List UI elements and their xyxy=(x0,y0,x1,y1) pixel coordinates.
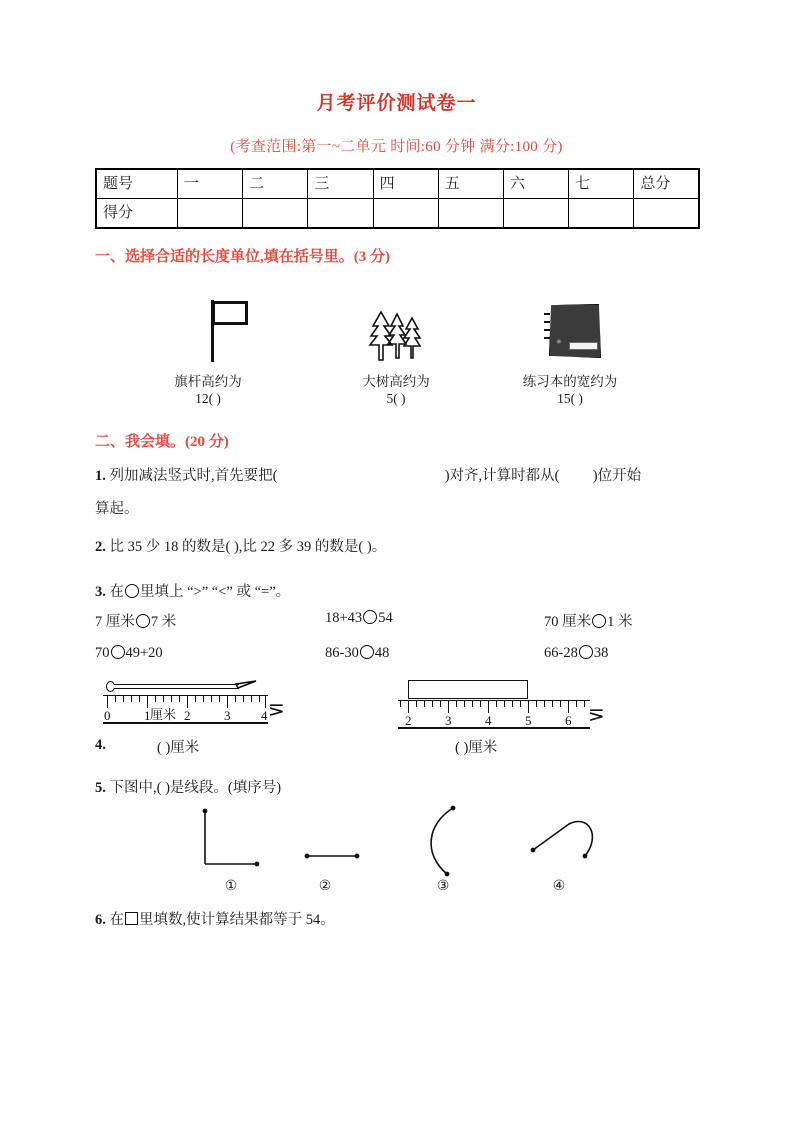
ruler-left-answer-blank[interactable]: ( )厘米 xyxy=(157,740,200,756)
comparison-4-right: 49+20 xyxy=(125,645,163,661)
page-title: 月考评价测试卷一 xyxy=(316,93,477,114)
figure-caption-tree xyxy=(306,373,486,407)
circle-icon[interactable] xyxy=(363,610,377,624)
ruler-right-tick-2: 2 xyxy=(405,713,412,728)
comparison-3-right: 1 米 xyxy=(607,614,633,630)
question-2 xyxy=(95,535,386,556)
comparison-5[interactable] xyxy=(325,645,389,662)
comparison-1-right: 7 米 xyxy=(150,614,177,630)
comparison-3-left: 70 厘米 xyxy=(544,614,592,630)
ruler-body-left xyxy=(103,695,268,724)
notebook-caption-line1: 练习本的宽约为 xyxy=(522,374,618,389)
notebook-emblem: ✳ xyxy=(556,338,562,346)
figure-3-curve-arc xyxy=(415,802,485,882)
ruler-diagram-right xyxy=(398,678,608,748)
question-1-part-b: )对齐,计算时都从( xyxy=(444,468,560,484)
circle-icon[interactable] xyxy=(592,614,606,628)
question-4-number: 4. xyxy=(95,737,106,753)
ruler-body-right xyxy=(398,700,590,729)
question-2-number: 2. xyxy=(95,539,106,555)
col-header-total: 总分 xyxy=(634,169,699,199)
tree-right xyxy=(404,318,420,358)
circle-icon xyxy=(125,584,139,598)
question-6 xyxy=(95,908,335,929)
notebook-ring-4 xyxy=(544,337,550,339)
figure-4-curve-hook xyxy=(527,808,617,878)
col-header-4: 四 xyxy=(373,169,438,199)
flag-cloth xyxy=(212,301,248,325)
circle-icon[interactable] xyxy=(136,614,150,628)
question-6-number: 6. xyxy=(95,912,106,928)
score-cell-5[interactable] xyxy=(438,199,503,229)
tree-caption-line2[interactable]: 5( ) xyxy=(386,391,406,406)
comparison-4-left: 70 xyxy=(95,645,110,661)
score-table xyxy=(95,168,700,229)
question-5-text[interactable]: 下图中,( )是线段。(填序号) xyxy=(109,780,282,796)
question-6-prompt-a: 在 xyxy=(109,912,124,928)
score-cell-3[interactable] xyxy=(308,199,373,229)
row-label-question-number: 题号 xyxy=(96,169,178,199)
col-header-3: 三 xyxy=(308,169,373,199)
comparison-5-right: 48 xyxy=(374,645,390,661)
nail-shaft xyxy=(114,684,239,689)
question-3 xyxy=(95,580,290,601)
score-cell-7[interactable] xyxy=(569,199,634,229)
figure-1-bent-line xyxy=(200,806,280,876)
flagpole-caption-line1: 旗杆高约为 xyxy=(174,374,242,389)
comparison-6-left: 66-28 xyxy=(544,645,578,661)
comparison-2-left: 18+43 xyxy=(325,610,363,626)
col-header-1: 一 xyxy=(178,169,243,199)
comparison-4[interactable] xyxy=(95,645,163,662)
tree-caption-line1: 大树高约为 xyxy=(362,374,430,389)
section-1-heading: 一、选择合适的长度单位,填在括号里。(3 分) xyxy=(95,249,390,265)
question-2-text[interactable]: 比 35 少 18 的数是( ),比 22 多 39 的数是( )。 xyxy=(109,539,387,555)
comparison-6-right: 38 xyxy=(593,645,609,661)
notebook-caption-line2[interactable]: 15( ) xyxy=(557,391,583,406)
ruler-left-tick-1: 1 xyxy=(144,708,151,723)
figure-label-4: ④ xyxy=(552,879,566,894)
notebook-ring-2 xyxy=(544,321,550,323)
comparison-2-right: 54 xyxy=(378,610,393,626)
question-5 xyxy=(95,776,281,797)
question-3-prompt-b: 里填上 “>” “<” 或 “=”。 xyxy=(140,584,291,600)
figure-label-1: ① xyxy=(224,879,238,894)
circle-icon[interactable] xyxy=(111,645,125,659)
circle-icon[interactable] xyxy=(360,645,374,659)
notebook-ring-3 xyxy=(544,329,550,331)
score-cell-2[interactable] xyxy=(243,199,308,229)
nail-tip xyxy=(236,679,258,693)
ruler-diagram-left xyxy=(100,678,300,748)
question-3-prompt-a: 在 xyxy=(109,584,124,600)
ruler-right-break-icon: ⋝ xyxy=(588,704,605,726)
figure-label-2: ② xyxy=(318,879,332,894)
row-label-score: 得分 xyxy=(96,199,178,229)
square-box-icon[interactable] xyxy=(125,912,138,925)
ruler-right-tick-6: 6 xyxy=(565,713,572,728)
col-header-6: 六 xyxy=(503,169,568,199)
table-row-header xyxy=(96,169,699,199)
figure-caption-flagpole xyxy=(118,373,298,407)
ruler-left-unit-label: 厘米 xyxy=(150,707,177,722)
trees-icon xyxy=(363,300,433,364)
col-header-2: 二 xyxy=(243,169,308,199)
question-1-number: 1. xyxy=(95,468,106,484)
score-cell-4[interactable] xyxy=(373,199,438,229)
question-1-part-c: )位开始 xyxy=(592,468,642,484)
ruler-left-break-icon: ⋝ xyxy=(268,699,285,721)
comparison-5-left: 86-30 xyxy=(325,645,359,661)
score-cell-total[interactable] xyxy=(634,199,699,229)
notebook-icon xyxy=(543,304,603,362)
page-subtitle: (考查范围:第一~二单元 时间:60 分钟 满分:100 分) xyxy=(230,139,563,155)
figure-label-3: ③ xyxy=(436,879,450,894)
question-6-prompt-b: 里填数,使计算结果都等于 54。 xyxy=(139,912,335,928)
comparison-2[interactable] xyxy=(325,610,393,627)
ruler-left-tick-3: 3 xyxy=(224,708,231,723)
figure-caption-notebook xyxy=(480,373,660,407)
col-header-7: 七 xyxy=(569,169,634,199)
ruler-right-tick-5: 5 xyxy=(525,713,532,728)
col-header-5: 五 xyxy=(438,169,503,199)
section-2-heading: 二、我会填。(20 分) xyxy=(95,434,229,450)
ruler-left-tick-0: 0 xyxy=(104,708,111,723)
ruler-left-tick-4: 4 xyxy=(261,708,268,723)
tree-left xyxy=(370,312,392,360)
ruler-right-answer-blank[interactable]: ( )厘米 xyxy=(455,740,498,756)
question-3-number: 3. xyxy=(95,584,106,600)
figure-2-straight-segment xyxy=(303,844,373,870)
circle-icon[interactable] xyxy=(579,645,593,659)
question-5-number: 5. xyxy=(95,780,106,796)
eraser-block xyxy=(408,680,528,699)
table-row-score xyxy=(96,199,699,229)
ruler-right-tick-3: 3 xyxy=(445,713,452,728)
comparison-1[interactable] xyxy=(95,610,176,631)
question-1-continuation: 算起。 xyxy=(95,501,139,517)
ruler-right-tick-4: 4 xyxy=(485,713,492,728)
score-cell-6[interactable] xyxy=(503,199,568,229)
flagpole-caption-line2[interactable]: 12( ) xyxy=(195,391,221,406)
score-cell-1[interactable] xyxy=(178,199,243,229)
comparison-6[interactable] xyxy=(544,645,608,662)
ruler-left-tick-2: 2 xyxy=(184,708,191,723)
comparison-1-left: 7 厘米 xyxy=(95,614,135,630)
notebook-ring-1 xyxy=(544,313,550,315)
notebook-name-label xyxy=(569,342,598,350)
question-1-part-a: 列加减法竖式时,首先要把( xyxy=(109,468,278,484)
comparison-3[interactable] xyxy=(544,610,633,631)
question-1 xyxy=(95,464,641,485)
